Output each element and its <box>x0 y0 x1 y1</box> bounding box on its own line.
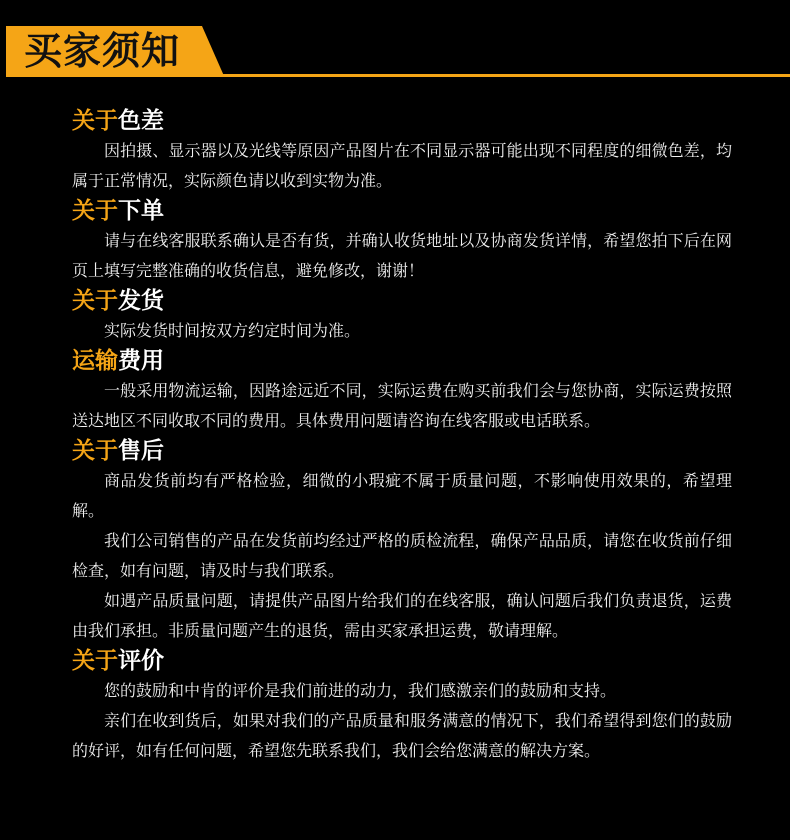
section-title-rest: 费用 <box>118 348 164 374</box>
section-title-accent: 关于 <box>72 438 118 464</box>
section-title-accent: 关于 <box>72 198 118 224</box>
section-reviews <box>72 646 732 766</box>
section-paragraph: 如遇产品质量问题，请提供产品图片给我们的在线客服，确认问题后我们负责退货，运费由我们承担。非质量问题产生的退货，需由买家承担运费，敬请理解。 <box>72 591 732 640</box>
section-after-sales <box>72 436 732 646</box>
section-title <box>72 196 732 226</box>
section-freight-cost <box>72 346 732 436</box>
section-title <box>72 646 732 676</box>
section-title-rest: 售后 <box>118 438 164 464</box>
notice-content <box>72 106 732 766</box>
section-paragraph: 因拍摄、显示器以及光线等原因产品图片在不同显示器可能出现不同程度的细微色差，均属于正常情况，实际颜色请以收到实物为准。 <box>72 141 732 190</box>
section-paragraph: 一般采用物流运输，因路途远近不同，实际运费在购买前我们会与您协商，实际运费按照送达地区不同收取不同的费用。具体费用问题请咨询在线客服或电话联系。 <box>72 381 732 430</box>
section-title-accent: 关于 <box>72 108 118 134</box>
section-paragraph: 请与在线客服联系确认是否有货，并确认收货地址以及协商发货详情，希望您拍下后在网页上填写完整准确的收货信息，避免修改，谢谢！ <box>72 231 732 280</box>
section-color-difference <box>72 106 732 196</box>
section-title-rest: 发货 <box>118 288 164 314</box>
section-title-accent: 关于 <box>72 648 118 674</box>
section-title-accent: 关于 <box>72 288 118 314</box>
section-ordering <box>72 196 732 286</box>
section-title <box>72 346 732 376</box>
header-banner <box>0 0 790 80</box>
section-shipping <box>72 286 732 346</box>
section-title-rest: 评价 <box>118 648 164 674</box>
section-paragraph: 商品发货前均有严格检验，细微的小瑕疵不属于质量问题，不影响使用效果的，希望理解。 <box>72 471 732 520</box>
section-title-accent: 运输 <box>72 348 118 374</box>
section-title <box>72 286 732 316</box>
section-title-rest: 下单 <box>118 198 164 224</box>
page-title: 买家须知 <box>24 29 181 73</box>
section-title <box>72 436 732 466</box>
section-title <box>72 106 732 136</box>
section-paragraph: 您的鼓励和中肯的评价是我们前进的动力，我们感激亲们的鼓励和支持。 <box>104 681 617 700</box>
section-paragraph: 亲们在收到货后，如果对我们的产品质量和服务满意的情况下，我们希望得到您们的鼓励的好评，如有任何问题，希望您先联系我们，我们会给您满意的解决方案。 <box>72 711 732 760</box>
section-paragraph: 实际发货时间按双方约定时间为准。 <box>104 321 361 340</box>
header-divider <box>6 74 790 77</box>
section-paragraph: 我们公司销售的产品在发货前均经过严格的质检流程，确保产品品质，请您在收货前仔细检查，如有问题，请及时与我们联系。 <box>72 531 732 580</box>
section-title-rest: 色差 <box>118 108 164 134</box>
